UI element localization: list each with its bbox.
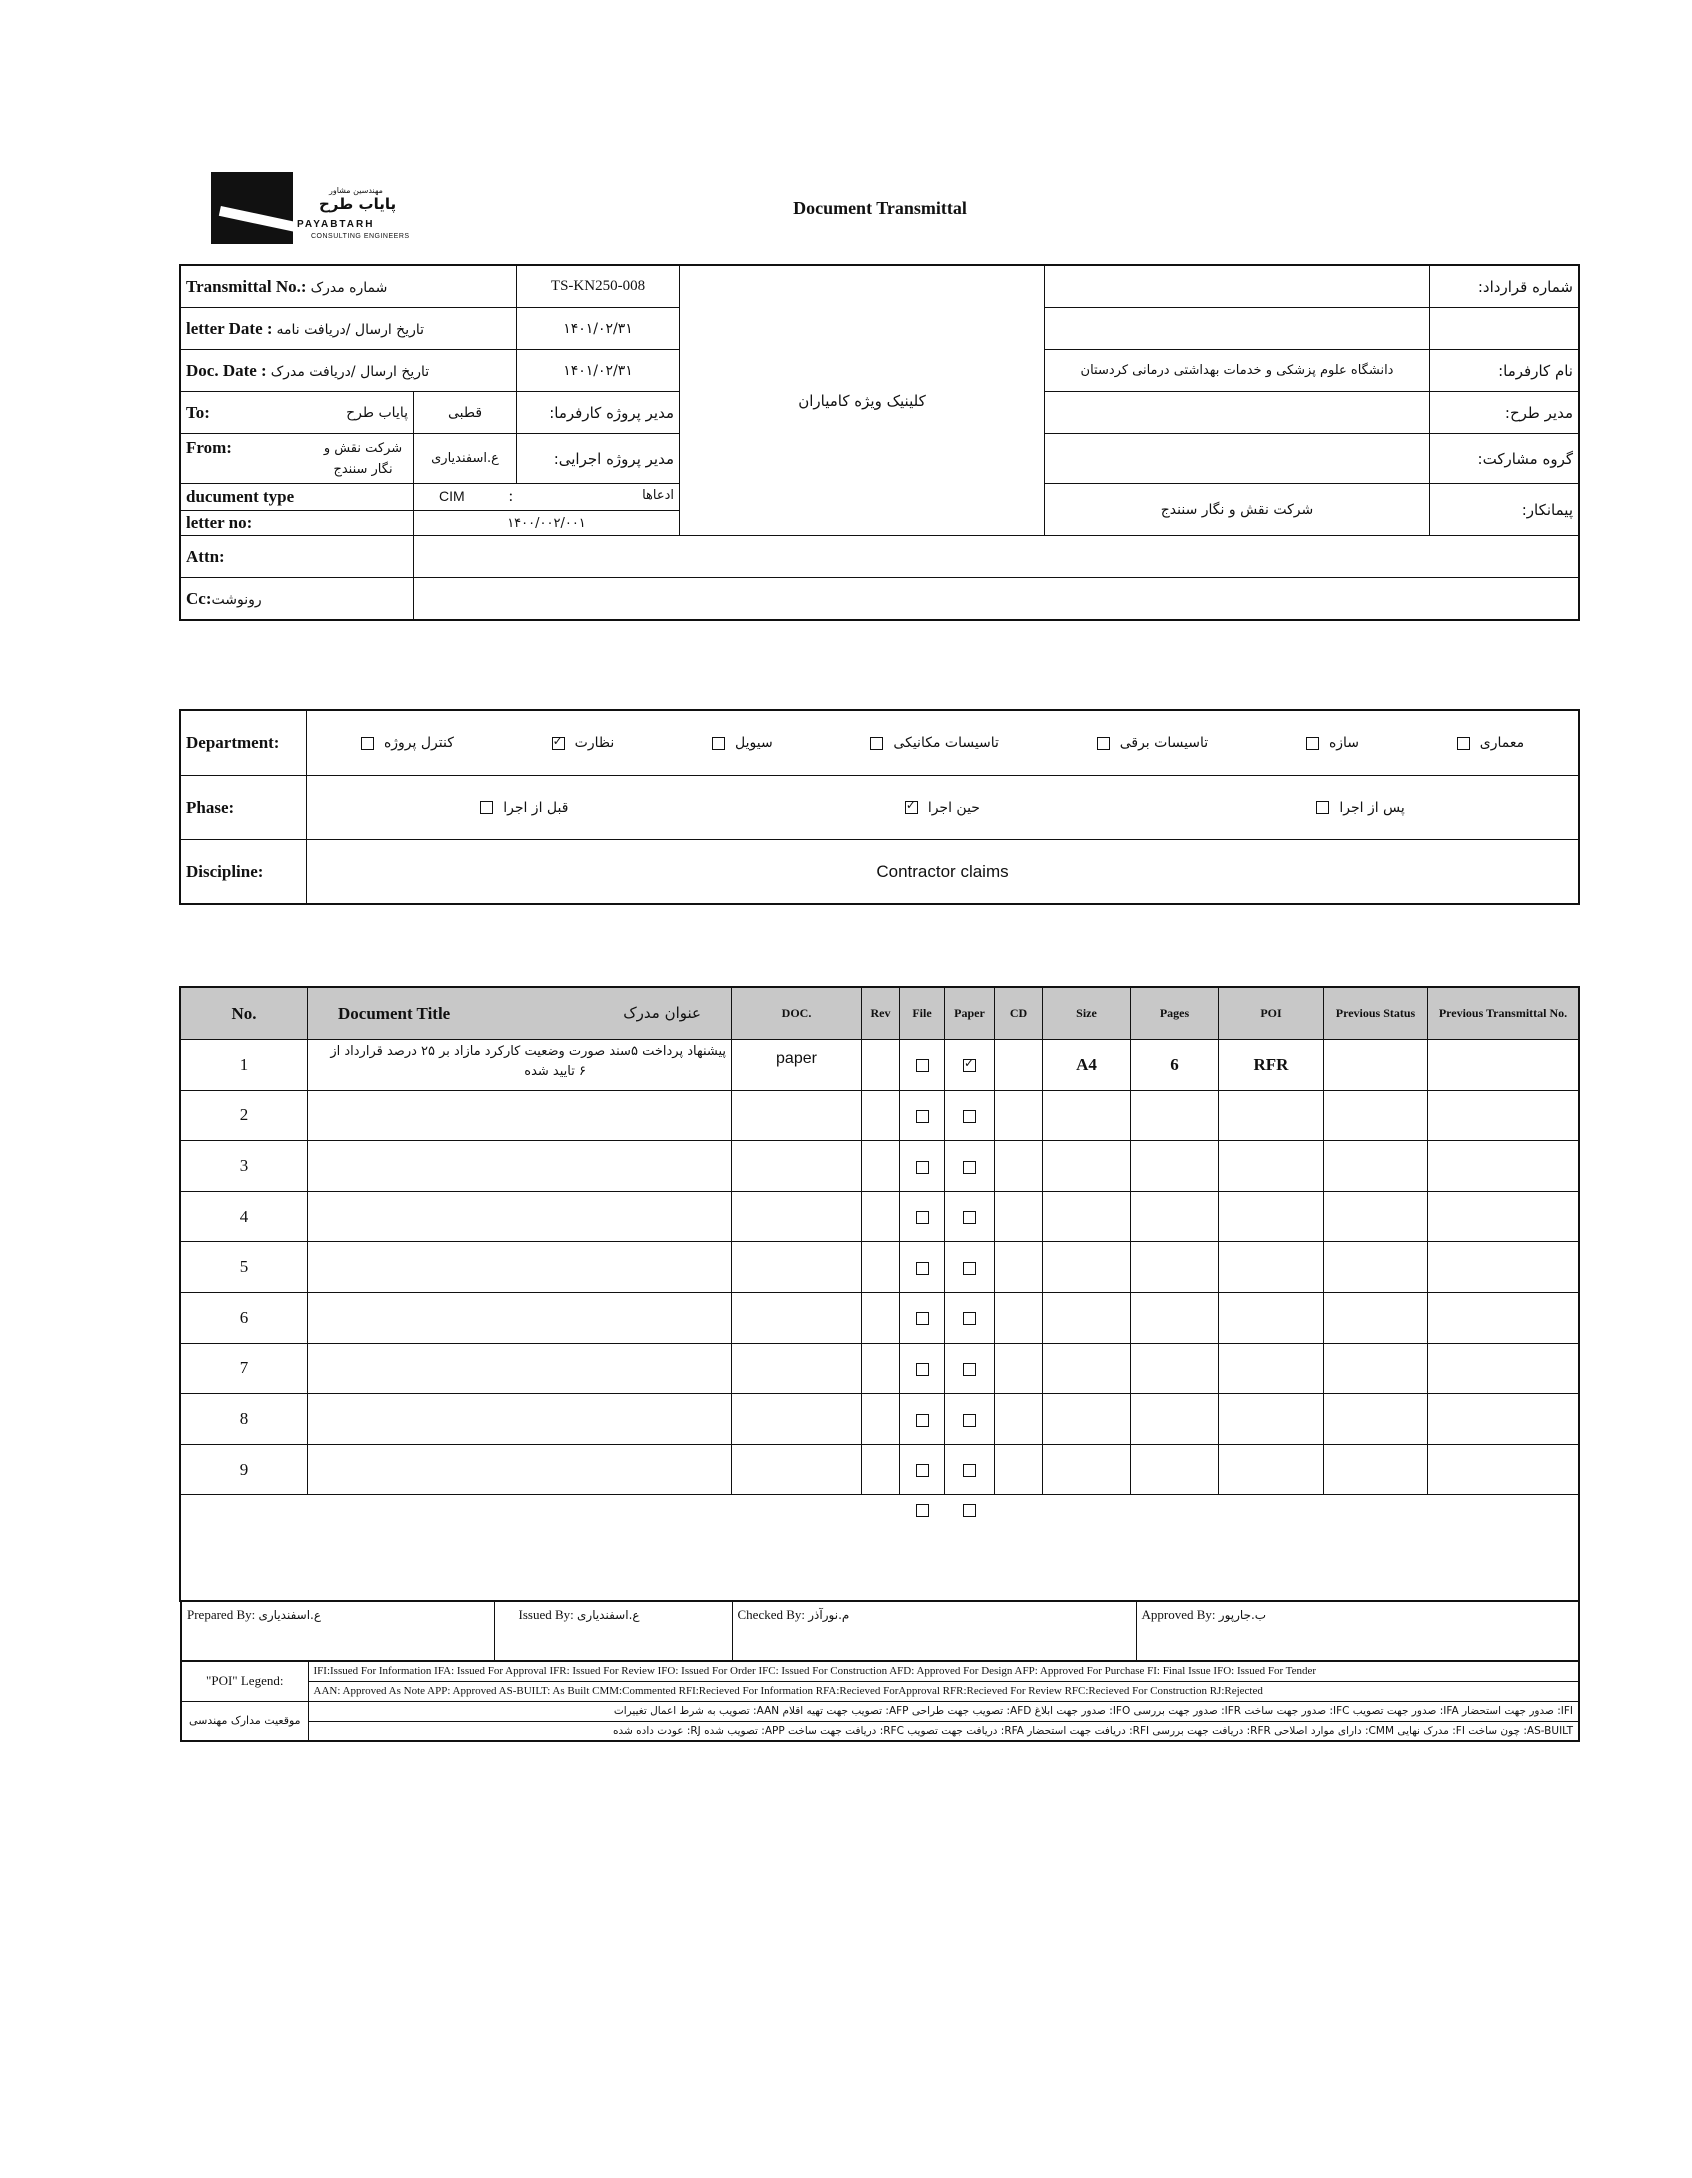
department-checkbox[interactable]: [361, 737, 374, 750]
transmittal-no-cell: Transmittal No.: شماره مدرک: [181, 266, 517, 308]
row-size: [1043, 1141, 1131, 1192]
doctype-label: ducument type: [181, 484, 414, 511]
col-cd: CD: [995, 988, 1043, 1040]
paper-checkbox[interactable]: [963, 1312, 976, 1325]
table-row: [181, 1040, 1579, 1091]
department-options: [307, 711, 1579, 776]
row-poi: [1219, 1141, 1324, 1192]
department-option-label: تاسیسات مکانیکی: [893, 735, 999, 751]
phase-checkbox[interactable]: [480, 801, 493, 814]
row-poi: [1219, 1444, 1324, 1495]
row-poi: [1219, 1343, 1324, 1394]
poi-legend-label: "POI" Legend:: [181, 1661, 308, 1701]
row-poi: [1219, 1394, 1324, 1445]
row-prev-transmittal: [1428, 1292, 1579, 1343]
table-row: [181, 1394, 1579, 1445]
department-checkbox[interactable]: [712, 737, 725, 750]
row-doc: [732, 1090, 862, 1141]
row-title: [308, 1141, 732, 1192]
row-pages: [1131, 1343, 1219, 1394]
row-prev-status: [1324, 1292, 1428, 1343]
paper-checkbox[interactable]: [963, 1262, 976, 1275]
to-cell: To: پایاب طرح: [181, 392, 414, 434]
row-doc: [732, 1191, 862, 1242]
department-option-label: نظارت: [574, 735, 615, 751]
legend-line-4: AS-BUILT: چون ساخت FI: مدرک نهایی CMM: دارای موارد اصلاحی RFR: دریافت جهت بررسی RFI: دریافت جهت استحضار RFA: دریافت جهت تصویب RFC: دریافت جهت ساخت APP: تصویب شده RJ: عودت داده شده: [308, 1721, 1579, 1741]
doc-date-cell: Doc. Date : تاریخ ارسال /دریافت مدرک: [181, 350, 517, 392]
department-label: Department:: [181, 711, 307, 776]
phase-option: [480, 800, 568, 816]
legend-line-2: AAN: Approved As Note APP: Approved AS-BUILT: As Built CMM:Commented RFI:Recieved For Information RFA:Recieved ForApproval RFR:Recieved For Review RFC:Recieved For Construction RJ:Rejected: [308, 1681, 1579, 1701]
phase-label: Phase:: [181, 776, 307, 840]
row-rev: [862, 1090, 900, 1141]
row-pages: [1131, 1444, 1219, 1495]
partner-label: گروه مشارکت:: [1430, 434, 1579, 484]
row-cd: [995, 1292, 1043, 1343]
department-checkbox[interactable]: [1097, 737, 1110, 750]
file-checkbox[interactable]: [916, 1414, 929, 1427]
extra-paper-checkbox[interactable]: [963, 1504, 976, 1517]
file-checkbox[interactable]: [916, 1464, 929, 1477]
department-option-label: سیویل: [734, 735, 773, 751]
department-checkbox[interactable]: [1457, 737, 1470, 750]
file-checkbox[interactable]: [916, 1110, 929, 1123]
row-prev-status: [1324, 1141, 1428, 1192]
row-size: [1043, 1394, 1131, 1445]
row-prev-status: [1324, 1191, 1428, 1242]
designer-label: مدیر طرح:: [1430, 392, 1579, 434]
row-rev: [862, 1141, 900, 1192]
paper-checkbox[interactable]: [963, 1464, 976, 1477]
paper-checkbox[interactable]: [963, 1110, 976, 1123]
paper-checkbox[interactable]: [963, 1211, 976, 1224]
row-poi: [1219, 1090, 1324, 1141]
logo-en-sub: CONSULTING ENGINEERS: [311, 233, 410, 240]
file-checkbox[interactable]: [916, 1262, 929, 1275]
department-option: [870, 735, 999, 751]
department-checkbox[interactable]: [552, 737, 565, 750]
signatures-table: [180, 1600, 1580, 1661]
row-doc: paper: [732, 1040, 862, 1091]
fa-legend-label: موقعیت مدارک مهندسی: [181, 1701, 308, 1741]
row-doc: [732, 1292, 862, 1343]
phase-option: [1316, 800, 1404, 816]
phase-option-label: پس از اجرا: [1339, 799, 1405, 816]
department-option: [1306, 735, 1359, 751]
row-prev-transmittal: [1428, 1090, 1579, 1141]
department-checkbox[interactable]: [870, 737, 883, 750]
project-name: کلینیک ویژه کامیاران: [680, 266, 1045, 536]
from-role: مدیر پروژه اجرایی:: [517, 434, 680, 484]
department-option-label: سازه: [1328, 735, 1360, 751]
row-prev-status: [1324, 1444, 1428, 1495]
row-title: پیشنهاد پرداخت ۵سند صورت وضعیت کارکرد مازاد بر ۲۵ درصد قرارداد از ۶ تایید شده: [308, 1040, 732, 1091]
row-rev: [862, 1394, 900, 1445]
col-doc: DOC.: [732, 988, 862, 1040]
row-title: [308, 1343, 732, 1394]
prepared-by: Prepared By: ع.اسفندیاری: [181, 1601, 494, 1661]
col-poi: POI: [1219, 988, 1324, 1040]
row-size: [1043, 1090, 1131, 1141]
col-paper: Paper: [945, 988, 995, 1040]
phase-checkbox[interactable]: [1316, 801, 1329, 814]
contractor-value: شرکت نقش و نگار سنندج: [1045, 484, 1430, 536]
phase-options: [307, 776, 1579, 840]
row-prev-transmittal: [1428, 1242, 1579, 1293]
cc-cell: Cc:رونوشت: [181, 578, 414, 620]
row-cd: [995, 1394, 1043, 1445]
row-prev-transmittal: [1428, 1040, 1579, 1091]
row-prev-status: [1324, 1090, 1428, 1141]
row-prev-transmittal: [1428, 1343, 1579, 1394]
row-no: 5: [181, 1242, 308, 1293]
table-row: [181, 1242, 1579, 1293]
row-poi: [1219, 1191, 1324, 1242]
department-checkbox[interactable]: [1306, 737, 1319, 750]
row-title: [308, 1292, 732, 1343]
table-row: [181, 1090, 1579, 1141]
doctype-value: CIM : ادعاها: [414, 484, 680, 511]
department-option: [361, 735, 454, 751]
logo-fa-small: مهندسین مشاور: [329, 186, 383, 195]
row-poi: [1219, 1242, 1324, 1293]
row-cd: [995, 1444, 1043, 1495]
letterno-value: ۱۴۰۰/۰۰۲/۰۰۱: [414, 511, 680, 536]
row-cd: [995, 1090, 1043, 1141]
transmittal-no-value: TS-KN250-008: [517, 266, 680, 308]
row-no: 7: [181, 1343, 308, 1394]
file-checkbox[interactable]: [916, 1161, 929, 1174]
row-no: 6: [181, 1292, 308, 1343]
header-table: [180, 265, 1579, 620]
legend-line-1: IFI:Issued For Information IFA: Issued For Approval IFR: Issued For Review IFO: Issued For Order IFC: Issued For Construction AFD: Approved For Design AFP: Approved For Purchase FI: Final Issue IFO: Issued For Tender: [308, 1661, 1579, 1681]
row-no: 9: [181, 1444, 308, 1495]
row-size: [1043, 1242, 1131, 1293]
logo-mark-icon: [211, 172, 293, 244]
row-no: 8: [181, 1394, 308, 1445]
page-title: Document Transmittal: [793, 198, 967, 218]
row-cd: [995, 1343, 1043, 1394]
row-size: [1043, 1343, 1131, 1394]
row-cd: [995, 1242, 1043, 1293]
row-title: [308, 1191, 732, 1242]
col-size: Size: [1043, 988, 1131, 1040]
row-poi: [1219, 1292, 1324, 1343]
department-option: [552, 735, 615, 751]
paper-checkbox[interactable]: [963, 1363, 976, 1376]
from-cell: From: شرکت نقش و نگار سنندج: [181, 434, 414, 484]
row-pages: [1131, 1394, 1219, 1445]
phase-option: [905, 800, 980, 816]
row-pages: [1131, 1242, 1219, 1293]
department-option-label: تاسیسات برقی: [1119, 735, 1209, 751]
col-rev: Rev: [862, 988, 900, 1040]
row-cd: [995, 1040, 1043, 1091]
row-no: 1: [181, 1040, 308, 1091]
department-option: [712, 735, 773, 751]
row-prev-status: [1324, 1242, 1428, 1293]
attn-value: [414, 536, 1579, 578]
row-poi: RFR: [1219, 1040, 1324, 1091]
row-cd: [995, 1191, 1043, 1242]
paper-checkbox[interactable]: [963, 1161, 976, 1174]
extra-file-checkbox[interactable]: [916, 1504, 929, 1517]
row-rev: [862, 1040, 900, 1091]
row-title: [308, 1394, 732, 1445]
col-pages: Pages: [1131, 988, 1219, 1040]
letter-date-cell: letter Date : تاریخ ارسال /دریافت نامه: [181, 308, 517, 350]
row-rev: [862, 1242, 900, 1293]
row-rev: [862, 1292, 900, 1343]
row-size: [1043, 1292, 1131, 1343]
row-no: 2: [181, 1090, 308, 1141]
row-prev-transmittal: [1428, 1191, 1579, 1242]
col-prev-status: Previous Status: [1324, 988, 1428, 1040]
department-option-label: معماری: [1479, 735, 1525, 751]
row-pages: [1131, 1090, 1219, 1141]
paper-checkbox[interactable]: [963, 1414, 976, 1427]
table-row: [181, 1444, 1579, 1495]
col-title: Document Title عنوان مدرک: [308, 988, 732, 1040]
paper-checkbox[interactable]: [963, 1059, 976, 1072]
col-no: No.: [181, 988, 308, 1040]
logo-en-name: PAYABTARH: [297, 219, 375, 230]
issued-by: Issued By: ع.اسفندیاری: [494, 1601, 732, 1661]
table-row: [181, 1292, 1579, 1343]
documents-table: [180, 987, 1579, 1601]
contractor-label: پیمانکار:: [1430, 484, 1579, 536]
table-row: [181, 1191, 1579, 1242]
file-checkbox[interactable]: [916, 1211, 929, 1224]
row-rev: [862, 1191, 900, 1242]
table-row: [181, 1141, 1579, 1192]
phase-option-label: قبل از اجرا: [503, 799, 569, 816]
row-prev-status: [1324, 1040, 1428, 1091]
cc-value: [414, 578, 1579, 620]
discipline-label: Discipline:: [181, 840, 307, 904]
row-pages: [1131, 1141, 1219, 1192]
row-doc: [732, 1343, 862, 1394]
row-doc: [732, 1394, 862, 1445]
file-checkbox[interactable]: [916, 1059, 929, 1072]
row-doc: [732, 1444, 862, 1495]
approved-by: Approved By: ب.جارپور: [1136, 1601, 1579, 1661]
discipline-value: Contractor claims: [307, 840, 1579, 904]
company-logo: [211, 172, 411, 252]
to-person: قطبی: [414, 392, 517, 434]
row-size: [1043, 1444, 1131, 1495]
logo-fa-name: پایاب طرح: [319, 195, 397, 213]
row-rev: [862, 1343, 900, 1394]
employer-value: دانشگاه علوم پزشکی و خدمات بهداشتی درمانی کردستان: [1045, 350, 1430, 392]
table-row: [181, 1343, 1579, 1394]
row-prev-transmittal: [1428, 1141, 1579, 1192]
row-pages: [1131, 1191, 1219, 1242]
file-checkbox[interactable]: [916, 1312, 929, 1325]
to-role: مدیر پروژه کارفرما:: [517, 392, 680, 434]
row-prev-status: [1324, 1343, 1428, 1394]
row-rev: [862, 1444, 900, 1495]
row-prev-transmittal: [1428, 1394, 1579, 1445]
from-person: ع.اسفندیاری: [414, 434, 517, 484]
row-size: [1043, 1191, 1131, 1242]
row-doc: [732, 1242, 862, 1293]
row-pages: [1131, 1292, 1219, 1343]
department-option: [1097, 735, 1208, 751]
row-title: [308, 1090, 732, 1141]
row-cd: [995, 1141, 1043, 1192]
checked-by: Checked By: م.نورآذر: [732, 1601, 1136, 1661]
contract-label: شماره قرارداد:: [1430, 266, 1579, 308]
legend-table: [180, 1660, 1580, 1742]
row-pages: 6: [1131, 1040, 1219, 1091]
row-doc: [732, 1141, 862, 1192]
file-checkbox[interactable]: [916, 1363, 929, 1376]
employer-label: نام کارفرما:: [1430, 350, 1579, 392]
row-prev-transmittal: [1428, 1444, 1579, 1495]
row-title: [308, 1242, 732, 1293]
attn-label: Attn:: [181, 536, 414, 578]
letter-date-value: ۱۴۰۱/۰۲/۳۱: [517, 308, 680, 350]
legend-line-3: IFI: صدور جهت استحضار IFA: صدور جهت تصویب IFC: صدور جهت ساخت IFR: صدور جهت بررسی IFO: صدور جهت ابلاغ AFD: تصویب جهت طراحی AFP: تصویب جهت تهیه اقلام AAN: تصویب به شرط اعمال تغییرات: [308, 1701, 1579, 1721]
letterno-label: letter no:: [181, 511, 414, 536]
doc-date-value: ۱۴۰۱/۰۲/۳۱: [517, 350, 680, 392]
row-no: 3: [181, 1141, 308, 1192]
classification-table: [180, 710, 1579, 904]
row-size: A4: [1043, 1040, 1131, 1091]
phase-checkbox[interactable]: [905, 801, 918, 814]
contract-value: [1045, 266, 1430, 308]
row-title: [308, 1444, 732, 1495]
col-file: File: [900, 988, 945, 1040]
row-prev-status: [1324, 1394, 1428, 1445]
phase-option-label: حین اجرا: [927, 799, 980, 816]
department-option: [1457, 735, 1524, 751]
col-prev-transmittal: Previous Transmittal No.: [1428, 988, 1579, 1040]
department-option-label: کنترل پروژه: [383, 735, 454, 751]
row-no: 4: [181, 1191, 308, 1242]
